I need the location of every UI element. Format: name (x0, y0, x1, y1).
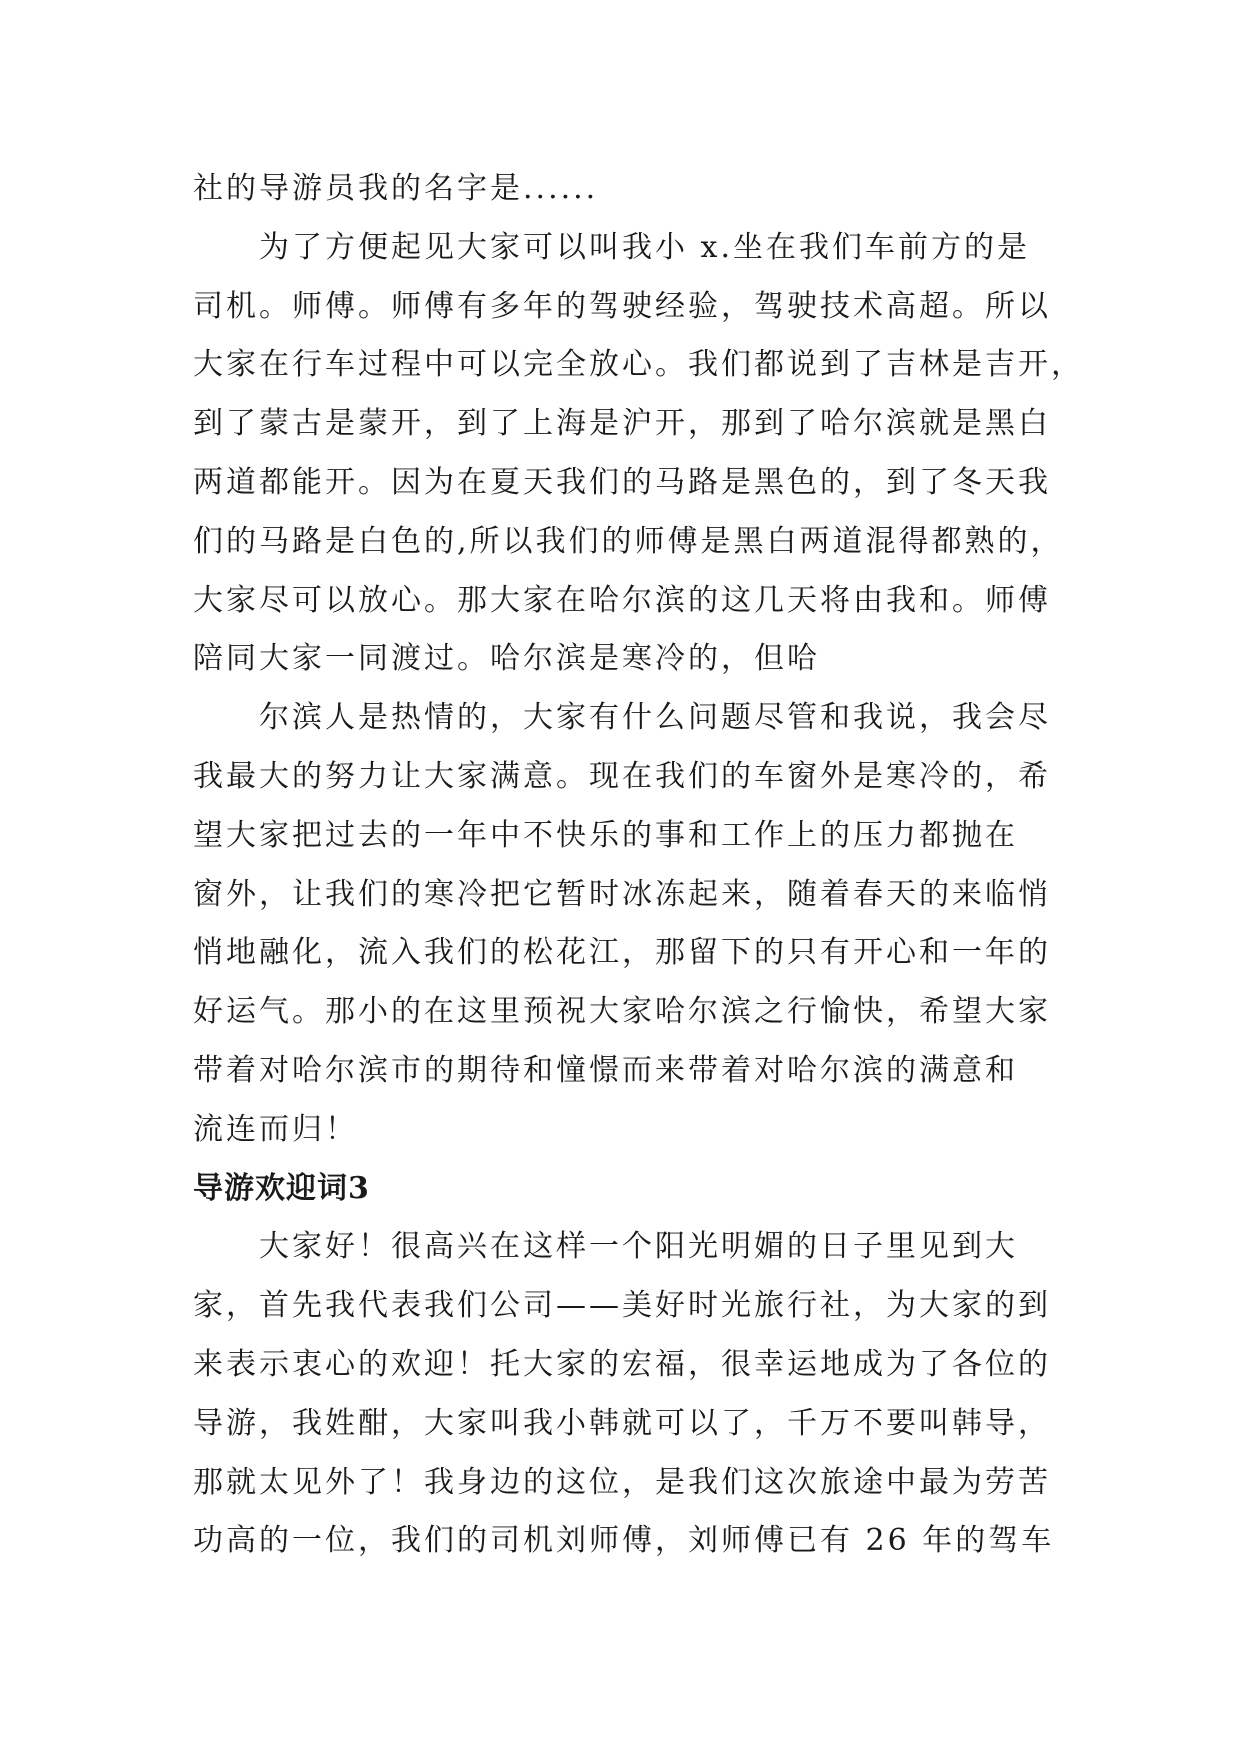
text-line: 我最大的努力让大家满意。现在我们的车窗外是寒冷的，希 (193, 758, 1051, 794)
paragraph-3 (193, 689, 1073, 1159)
text-line: 大家好！很高兴在这样一个阳光明媚的日子里见到大 (193, 1229, 1018, 1265)
text-line: 到了蒙古是蒙开，到了上海是沪开，那到了哈尔滨就是黑白 (193, 406, 1051, 442)
paragraph-1 (193, 160, 1073, 219)
text-line: 窗外，让我们的寒冷把它暂时冰冻起来，随着春天的来临悄 (193, 876, 1051, 912)
text-line: 两道都能开。因为在夏天我们的马路是黑色的，到了冬天我 (193, 464, 1051, 500)
text-line: 大家尽可以放心。那大家在哈尔滨的这几天将由我和。师傅 (193, 582, 1051, 618)
paragraph-2 (193, 219, 1084, 689)
text-line: 家，首先我代表我们公司——美好时光旅行社，为大家的到 (193, 1288, 1051, 1324)
text-line: 流连而归！ (193, 1111, 358, 1147)
text-line: 为了方便起见大家可以叫我小 x.坐在我们车前方的是 (193, 229, 1030, 265)
text-line: 悄地融化，流入我们的松花江，那留下的只有开心和一年的 (193, 935, 1051, 971)
text-line: 望大家把过去的一年中不快乐的事和工作上的压力都抛在 (193, 817, 1018, 853)
text-line: 好运气。那小的在这里预祝大家哈尔滨之行愉快，希望大家 (193, 994, 1051, 1030)
document-body (193, 160, 1084, 1571)
paragraph-4 (193, 1218, 1073, 1571)
text-line: 社的导游员我的名字是...... (193, 171, 599, 206)
text-line: 那就太见外了！我身边的这位，是我们这次旅途中最为劳苦 (193, 1464, 1051, 1500)
text-line: 司机。师傅。师傅有多年的驾驶经验，驾驶技术高超。所以 (193, 288, 1051, 324)
text-line: 带着对哈尔滨市的期待和憧憬而来带着对哈尔滨的满意和 (193, 1052, 1018, 1088)
text-line: 导游，我姓酣，大家叫我小韩就可以了，千万不要叫韩导， (193, 1405, 1051, 1441)
text-line: 陪同大家一同渡过。哈尔滨是寒冷的，但哈 (193, 641, 820, 677)
text-line: 尔滨人是热情的，大家有什么问题尽管和我说，我会尽 (193, 700, 1051, 736)
text-line: 来表示衷心的欢迎！托大家的宏福，很幸运地成为了各位的 (193, 1346, 1051, 1382)
section-heading: 导游欢迎词3 (193, 1170, 370, 1206)
text-line: 大家在行车过程中可以完全放心。我们都说到了吉林是吉开， (193, 347, 1084, 383)
text-line: 功高的一位，我们的司机刘师傅，刘师傅已有 26 年的驾车 (193, 1523, 1055, 1559)
text-line: 们的马路是白色的,所以我们的师傅是黑白两道混得都熟的， (193, 523, 1064, 559)
